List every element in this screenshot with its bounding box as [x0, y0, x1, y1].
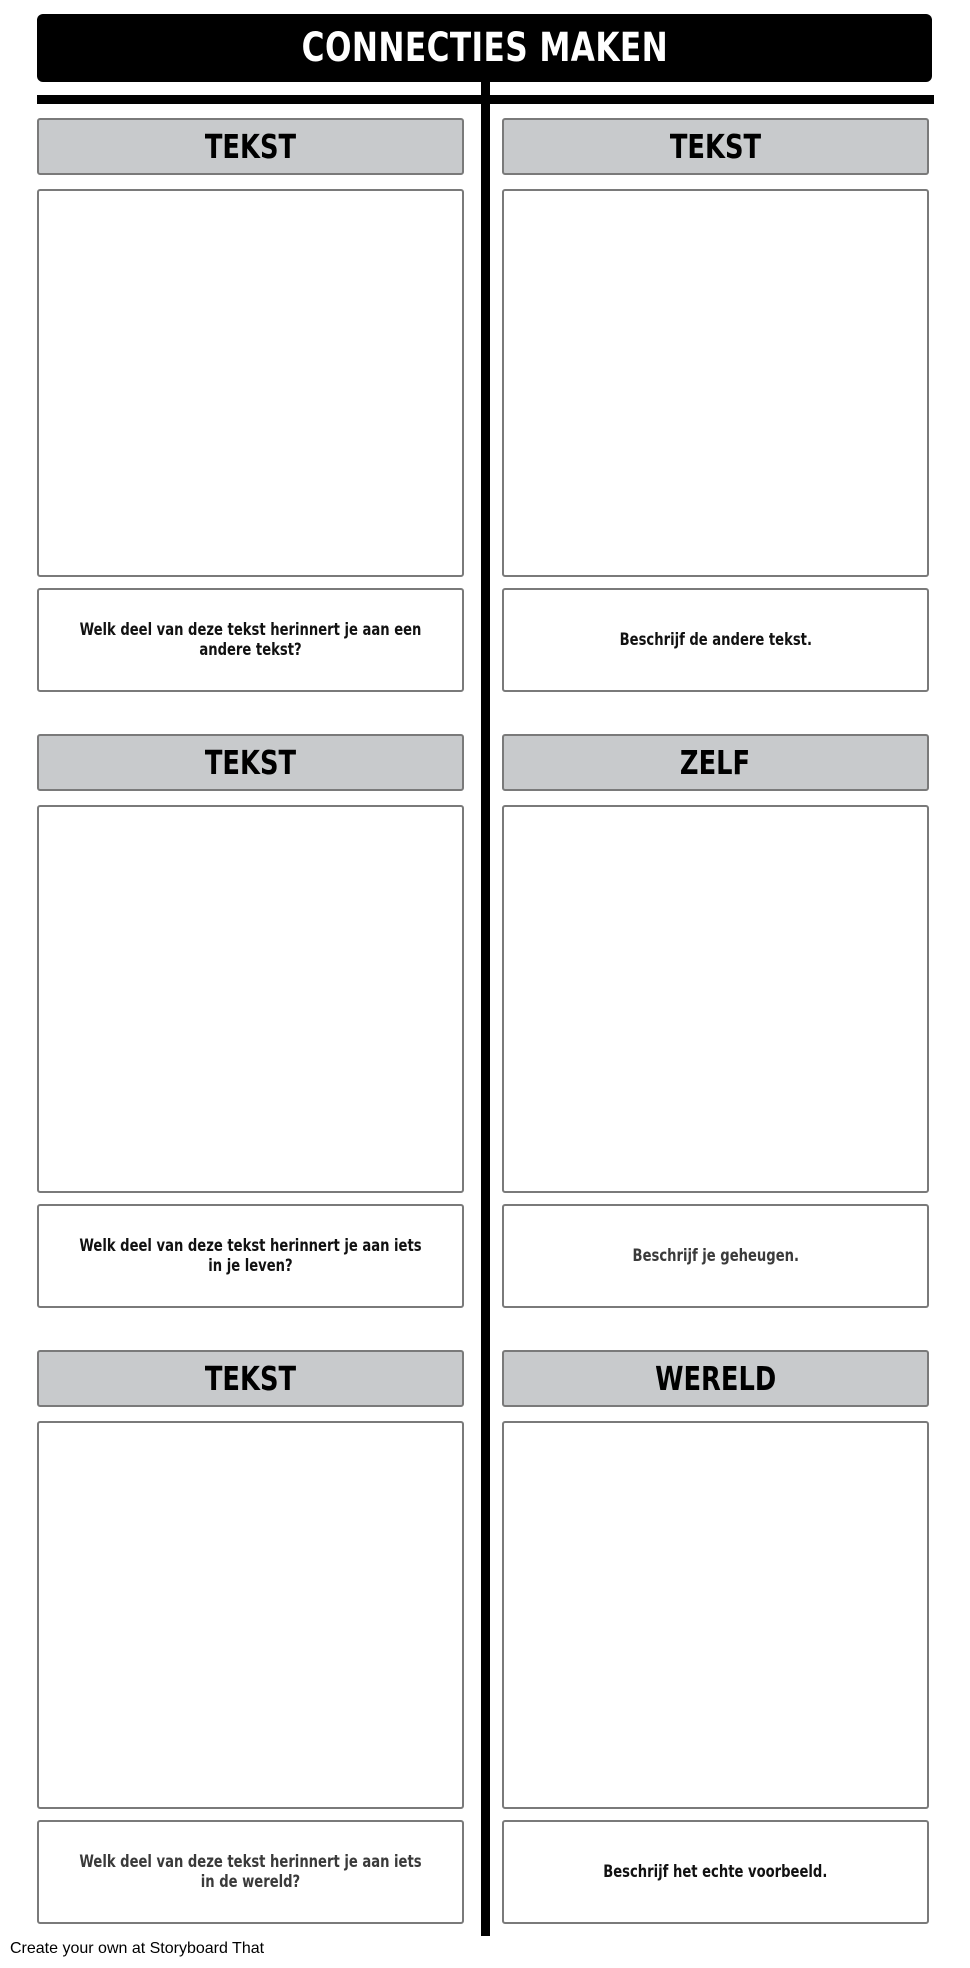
drawing-panel-row3-left[interactable] [37, 1421, 464, 1809]
page-title: CONNECTIES MAKEN [301, 25, 668, 71]
header-row3-left [37, 1350, 464, 1407]
header-row1-left [37, 118, 464, 175]
header-row2-right [502, 734, 929, 791]
prompt-box-row2-right[interactable] [502, 1204, 929, 1308]
prompt-text: Beschrijf de andere tekst. [619, 630, 812, 650]
prompt-text: Welk deel van deze tekst herinnert je aan iets in je leven? [79, 1236, 422, 1276]
header-label: ZELF [680, 743, 751, 782]
prompt-text: Beschrijf het echte voorbeeld. [603, 1862, 828, 1882]
vertical-divider [481, 82, 490, 1936]
footer-credit[interactable]: Create your own at Storyboard That [10, 1940, 265, 1957]
header-row3-right [502, 1350, 929, 1407]
title-bar [37, 14, 932, 82]
header-row2-left [37, 734, 464, 791]
header-label: TEKST [204, 127, 297, 166]
header-row1-right [502, 118, 929, 175]
prompt-box-row1-left[interactable] [37, 588, 464, 692]
drawing-panel-row3-right[interactable] [502, 1421, 929, 1809]
drawing-panel-row2-right[interactable] [502, 805, 929, 1193]
prompt-box-row2-left[interactable] [37, 1204, 464, 1308]
header-label: TEKST [204, 743, 297, 782]
prompt-text: Beschrijf je geheugen. [632, 1246, 799, 1266]
prompt-box-row1-right[interactable] [502, 588, 929, 692]
drawing-panel-row1-right[interactable] [502, 189, 929, 577]
drawing-panel-row2-left[interactable] [37, 805, 464, 1193]
header-label: WERELD [654, 1359, 777, 1398]
prompt-box-row3-right[interactable] [502, 1820, 929, 1924]
prompt-text: Welk deel van deze tekst herinnert je aan een andere tekst? [79, 620, 422, 660]
prompt-text: Welk deel van deze tekst herinnert je aan iets in de wereld? [79, 1852, 422, 1892]
drawing-panel-row1-left[interactable] [37, 189, 464, 577]
header-label: TEKST [204, 1359, 297, 1398]
prompt-box-row3-left[interactable] [37, 1820, 464, 1924]
header-label: TEKST [669, 127, 762, 166]
